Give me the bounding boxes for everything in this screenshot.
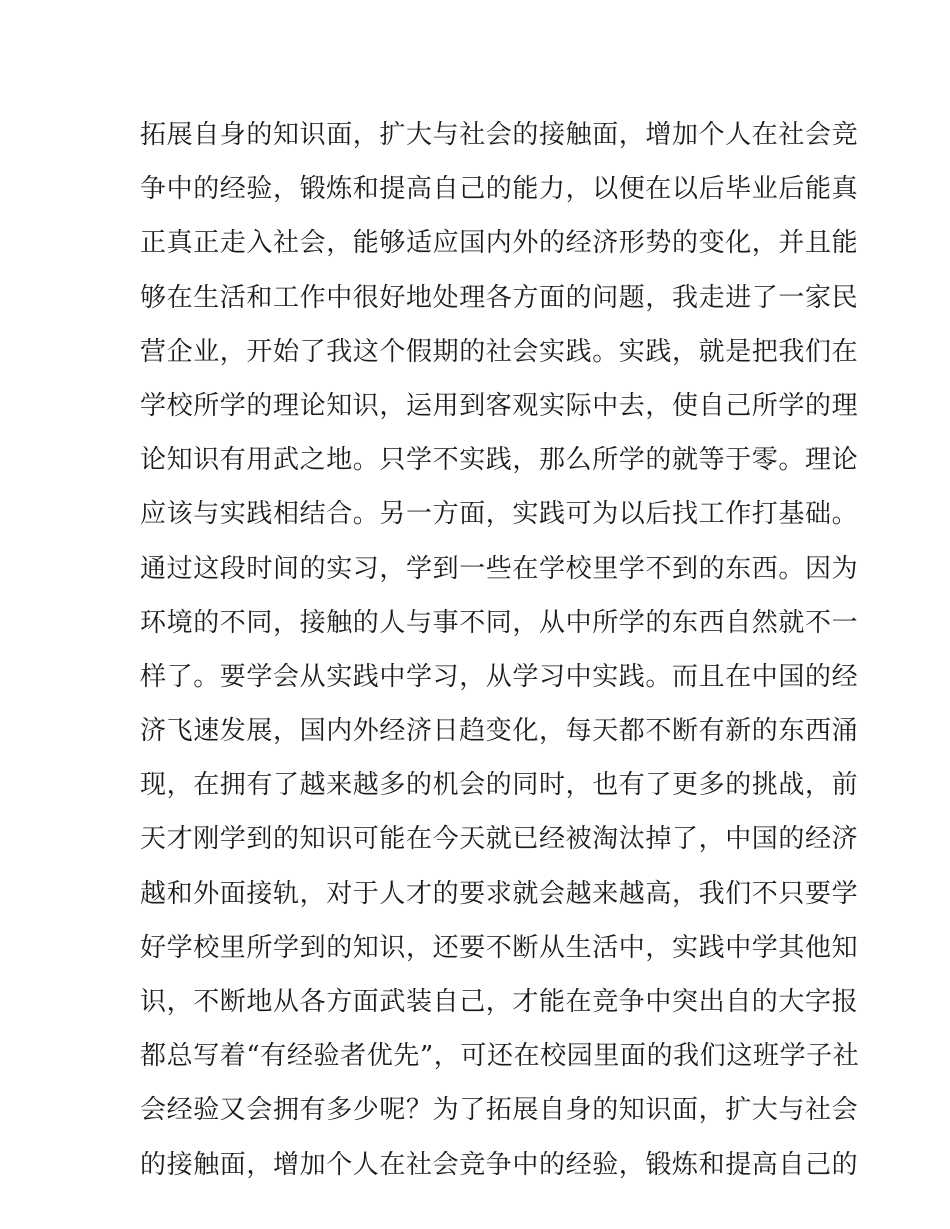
text-line: 济飞速发展，国内外经济日趋变化，每天都不断有新的东西涌: [140, 716, 859, 747]
text-line: 都总写着“有经验者优先”，可还在校园里面的我们这班学子社: [140, 1041, 860, 1072]
text-line: 营企业，开始了我这个假期的社会实践。实践，就是把我们在: [140, 336, 859, 367]
text-line: 现，在拥有了越来越多的机会的同时，也有了更多的挑战，前: [140, 770, 859, 801]
text-line: 环境的不同，接触的人与事不同，从中所学的东西自然就不一: [140, 607, 859, 638]
text-line: 正真正走入社会，能够适应国内外的经济形势的变化，并且能: [140, 228, 859, 259]
text-line: 够在生活和工作中很好地处理各方面的问题，我走进了一家民: [140, 282, 859, 313]
text-line: 应该与实践相结合。另一方面，实践可为以后找工作打基础。: [140, 499, 859, 530]
text-line: 天才刚学到的知识可能在今天就已经被淘汰掉了，中国的经济: [140, 824, 859, 855]
text-line: 争中的经验，锻炼和提高自己的能力，以便在以后毕业后能真: [140, 174, 859, 205]
text-line: 的接触面，增加个人在社会竞争中的经验，锻炼和提高自己的: [140, 1149, 859, 1180]
text-line: 拓展自身的知识面，扩大与社会的接触面，增加个人在社会竞: [140, 120, 859, 150]
text-line: 通过这段时间的实习，学到一些在学校里学不到的东西。因为: [140, 553, 859, 584]
text-line: 会经验又会拥有多少呢？为了拓展自身的知识面，扩大与社会: [140, 1095, 859, 1126]
text-line: 好学校里所学到的知识，还要不断从生活中，实践中学其他知: [140, 932, 859, 963]
text-line: 识，不断地从各方面武装自己，才能在竞争中突出自的大字报: [140, 987, 859, 1017]
text-line: 学校所学的理论知识，运用到客观实际中去，使自己所学的理: [140, 390, 859, 421]
text-line: 样了。要学会从实践中学习，从学习中实践。而且在中国的经: [140, 661, 859, 692]
text-line: 论知识有用武之地。只学不实践，那么所学的就等于零。理论: [140, 445, 859, 476]
body-text: [140, 108, 860, 1192]
text-line: 越和外面接轨，对于人才的要求就会越来越高，我们不只要学: [140, 878, 859, 909]
